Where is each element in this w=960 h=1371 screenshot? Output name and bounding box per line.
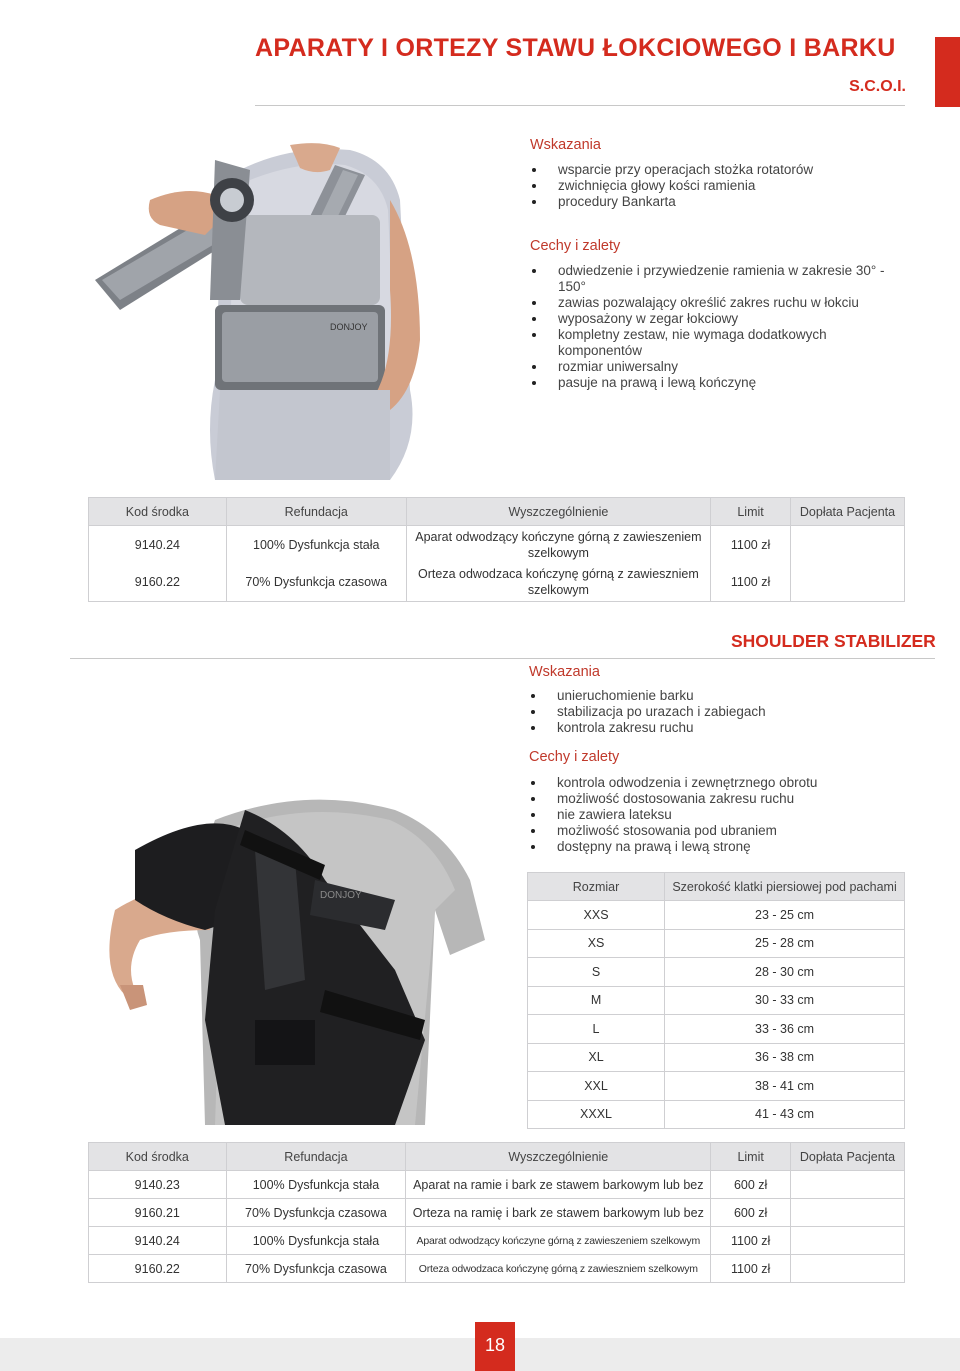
table-row [89, 1227, 905, 1255]
list-item: pasuje na prawą i lewą kończynę [530, 375, 902, 391]
col-header: Kod środka [89, 1143, 227, 1171]
cell-width: 23 - 25 cm [665, 901, 905, 930]
table-row [89, 564, 905, 602]
table-row [528, 929, 905, 958]
cell-refund: 70% Dysfunkcja czasowa [226, 1255, 406, 1283]
list-item: możliwość stosowania pod ubraniem [529, 823, 899, 839]
cell-size: XXXL [528, 1100, 665, 1129]
cell-refund: 70% Dysfunkcja czasowa [226, 564, 406, 602]
table-row [528, 901, 905, 930]
page-title: APARATY I ORTEZY STAWU ŁOKCIOWEGO I BARKU [255, 34, 896, 62]
list-item: dostępny na prawą i lewą stronę [529, 839, 899, 855]
red-edge-tab [935, 37, 960, 107]
table-header-row [528, 873, 905, 901]
cell-size: XXL [528, 1072, 665, 1101]
cell-code: 9160.22 [89, 1255, 227, 1283]
table-row [528, 958, 905, 987]
cell-width: 41 - 43 cm [665, 1100, 905, 1129]
table-row [528, 1072, 905, 1101]
cell-limit: 1100 zł [711, 1255, 791, 1283]
table-row [89, 1199, 905, 1227]
cell-description: Aparat na ramie i bark ze stawem barkowym lub bez [406, 1171, 711, 1199]
cell-width: 25 - 28 cm [665, 929, 905, 958]
table-row [528, 1100, 905, 1129]
list-item: wsparcie przy operacjach stożka rotatorów [530, 162, 900, 178]
reimbursement-table-2 [88, 1142, 905, 1283]
shoulder-stabilizer-photo [95, 790, 515, 1125]
page-subtitle: S.C.O.I. [849, 78, 906, 95]
cell-copay [791, 1255, 905, 1283]
indications-heading: Wskazania [529, 664, 600, 680]
table-header-row [89, 498, 905, 526]
reimbursement-table-1 [88, 497, 905, 602]
cell-limit: 1100 zł [711, 564, 791, 602]
brand-mark: DONJOY [330, 322, 368, 332]
table-row [528, 986, 905, 1015]
col-header: Limit [711, 1143, 791, 1171]
table-row [89, 1255, 905, 1283]
cell-size: M [528, 986, 665, 1015]
col-header: Refundacja [226, 1143, 406, 1171]
cell-copay [791, 1199, 905, 1227]
indications-list [529, 688, 899, 736]
features-list [529, 775, 899, 855]
list-item: kontrola odwodzenia i zewnętrznego obrotu [529, 775, 899, 791]
cell-width: 28 - 30 cm [665, 958, 905, 987]
cell-size: XXS [528, 901, 665, 930]
list-item: stabilizacja po urazach i zabiegach [529, 704, 899, 720]
cell-refund: 70% Dysfunkcja czasowa [226, 1199, 406, 1227]
cell-refund: 100% Dysfunkcja stała [226, 1171, 406, 1199]
features-heading: Cechy i zalety [530, 238, 621, 254]
cell-copay [791, 526, 905, 564]
list-item: kompletny zestaw, nie wymaga dodatkowych komponentów [530, 327, 902, 359]
list-item: kontrola zakresu ruchu [529, 720, 899, 736]
size-table [527, 872, 905, 1129]
col-header: Dopłata Pacjenta [791, 1143, 905, 1171]
col-header: Kod środka [89, 498, 227, 526]
cell-width: 38 - 41 cm [665, 1072, 905, 1101]
cell-code: 9140.24 [89, 526, 227, 564]
cell-limit: 600 zł [711, 1171, 791, 1199]
cell-size: XL [528, 1043, 665, 1072]
cell-width: 36 - 38 cm [665, 1043, 905, 1072]
col-header: Wyszczególnienie [406, 1143, 711, 1171]
cell-code: 9160.21 [89, 1199, 227, 1227]
list-item: zawias pozwalający określić zakres ruchu w łokciu [530, 295, 902, 311]
table-row [89, 526, 905, 564]
list-item: rozmiar uniwersalny [530, 359, 902, 375]
col-header: Refundacja [226, 498, 406, 526]
cell-refund: 100% Dysfunkcja stała [226, 526, 406, 564]
cell-copay [791, 564, 905, 602]
col-header: Rozmiar [528, 873, 665, 901]
cell-size: S [528, 958, 665, 987]
cell-code: 9140.23 [89, 1171, 227, 1199]
cell-refund: 100% Dysfunkcja stała [226, 1227, 406, 1255]
cell-copay [791, 1227, 905, 1255]
cell-description: Aparat odwodzący kończyne górną z zawieszeniem szelkowym [406, 1227, 711, 1255]
cell-code: 9160.22 [89, 564, 227, 602]
cell-description: Orteza na ramię i bark ze stawem barkowym lub bez [406, 1199, 711, 1227]
cell-description: Aparat odwodzący kończyne górną z zawieszeniem szelkowym [406, 526, 710, 564]
features-list [530, 263, 902, 391]
cell-code: 9140.24 [89, 1227, 227, 1255]
table-row [528, 1043, 905, 1072]
cell-copay [791, 1171, 905, 1199]
col-header: Limit [711, 498, 791, 526]
section-divider [70, 658, 935, 659]
cell-size: L [528, 1015, 665, 1044]
list-item: wyposażony w zegar łokciowy [530, 311, 902, 327]
indications-heading: Wskazania [530, 137, 601, 153]
brand-mark: DONJOY [320, 890, 362, 901]
title-divider [255, 105, 905, 106]
table-row [528, 1015, 905, 1044]
elbow-brace-photo [90, 140, 510, 480]
page-number: 18 [475, 1322, 515, 1371]
cell-limit: 600 zł [711, 1199, 791, 1227]
col-header: Dopłata Pacjenta [791, 498, 905, 526]
cell-limit: 1100 zł [711, 526, 791, 564]
col-header: Wyszczególnienie [406, 498, 710, 526]
cell-width: 30 - 33 cm [665, 986, 905, 1015]
cell-description: Orteza odwodzaca kończynę górną z zawieszniem szelkowym [406, 564, 710, 602]
list-item: odwiedzenie i przywiedzenie ramienia w zakresie 30° - 150° [530, 263, 902, 295]
indications-list [530, 162, 900, 210]
features-heading: Cechy i zalety [529, 749, 620, 765]
product-title: SHOULDER STABILIZER [731, 631, 936, 651]
col-header: Szerokość klatki piersiowej pod pachami [665, 873, 905, 901]
cell-limit: 1100 zł [711, 1227, 791, 1255]
list-item: nie zawiera lateksu [529, 807, 899, 823]
table-header-row [89, 1143, 905, 1171]
cell-size: XS [528, 929, 665, 958]
cell-description: Orteza odwodzaca kończynę górną z zawieszniem szelkowym [406, 1255, 711, 1283]
list-item: zwichnięcia głowy kości ramienia [530, 178, 900, 194]
list-item: możliwość dostosowania zakresu ruchu [529, 791, 899, 807]
cell-width: 33 - 36 cm [665, 1015, 905, 1044]
list-item: procedury Bankarta [530, 194, 900, 210]
list-item: unieruchomienie barku [529, 688, 899, 704]
table-row [89, 1171, 905, 1199]
